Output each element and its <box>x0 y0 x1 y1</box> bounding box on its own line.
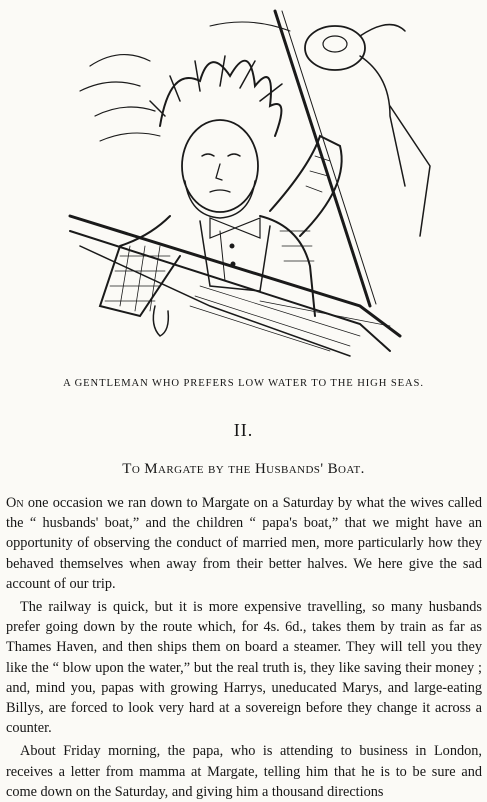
illustration-caption: A GENTLEMAN WHO PREFERS LOW WATER TO THE HIGH SEAS. <box>63 378 424 389</box>
engraving-illustration <box>60 6 460 361</box>
body-text <box>6 493 482 802</box>
paragraph-1 <box>6 493 482 594</box>
paragraph-1-text: one occasion we ran down to Margate on a Saturday by what the wives called the “ husbands' boat,” and the children “ papa's boat,” that we might have an opportunity of observing the conduct of married men, more particularly how they behaved themselves when away from their better halves. We here give the sad account of our trip. <box>6 495 482 592</box>
man-on-ship-icon <box>60 6 460 361</box>
paragraph-3: About Friday morning, the papa, who is attending to business in London, receives a letter from mamma at Margate, telling him that he is to be sure and come down on the Saturday, and giving him a thousand directions <box>6 743 482 800</box>
chapter-title: To Margate by the Husbands' Boat. <box>122 461 365 477</box>
paragraph-opener: On <box>6 495 24 511</box>
paragraph-2: The railway is quick, but it is more expensive travelling, so many husbands prefer going down by the route which, for 4s. 6d., takes them by train as far as Thames Haven, and then ships them on board a steamer. They will tell you they like the “ blow upon the water,” but the real truth is, they like saving their money ; and, mind you, papas with growing Harrys, uneducated Marys, and large-eating Billys, are forced to look very hard at a sovereign before they change it across a counter. <box>6 599 482 737</box>
chapter-number: II. <box>233 420 254 440</box>
